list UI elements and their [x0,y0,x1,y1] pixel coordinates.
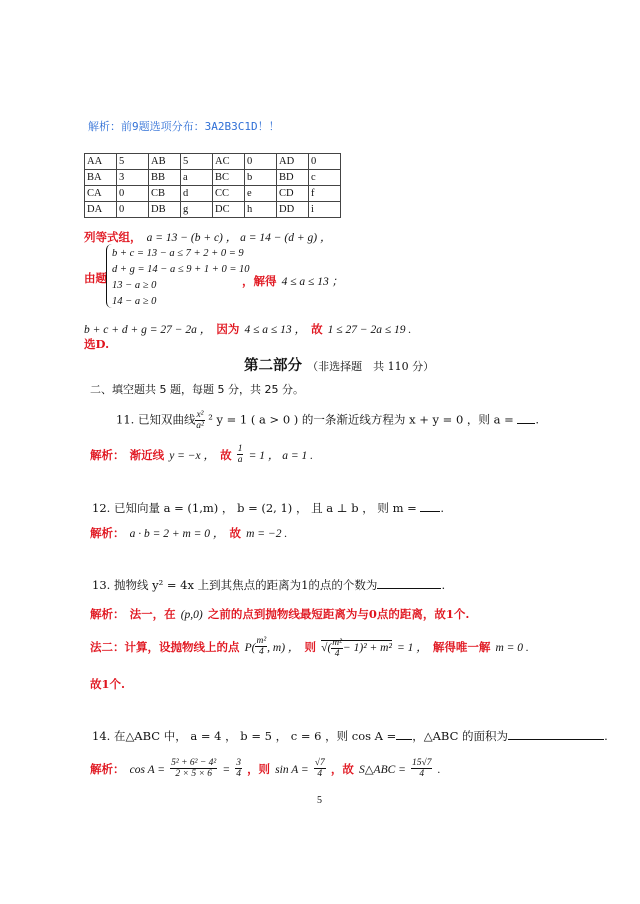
a11-label: 解析： [90,448,125,462]
table-cell: BB [149,170,181,186]
a11-math: y = −x ， [169,450,216,462]
table-cell: DC [213,202,245,218]
a14-end: . [437,764,441,776]
q12-end: . [440,501,445,515]
table-cell: i [309,202,341,218]
q11-frac-den: a² [196,421,204,431]
a13-m2-sqrt: √( $\frac{\text{m²}}{4}$ − 1)² + m² [321,637,392,659]
q14-area-blank[interactable] [508,729,604,740]
youti-label: 由题 [84,271,107,285]
a14-fraction2 [235,758,242,779]
a14-frac3-num: √7 [314,758,325,768]
table-cell: BA [85,170,117,186]
a12-math: a · b = 2 + m = 0 ， [129,528,225,540]
q13-end: . [441,578,446,592]
part2-title: 第二部分 [244,358,302,374]
a14-fraction4 [411,758,432,779]
table-cell: AD [277,154,309,170]
table-cell: CA [85,186,117,202]
table-cell: DA [85,202,117,218]
a11-so: 故 [220,448,232,462]
table-cell: a [181,170,213,186]
table-cell: 5 [181,154,213,170]
a14-cos-label: cos A = [129,764,166,776]
a14-label: 解析： [90,762,125,776]
so-label: 故 [311,322,323,336]
table-cell: e [245,186,277,202]
a13-m2-frac-den: 4 [258,647,264,657]
a14-frac2-den: 4 [236,769,241,779]
q11-answer-blank[interactable] [517,413,535,424]
table-cell: AA [85,154,117,170]
question-14 [92,728,608,744]
q11-end: . [535,412,540,427]
a13-m2-fraction [255,636,267,657]
a11-fraction [237,444,244,465]
a13-m2-sqrt-rest: − 1)² + m² [343,642,392,654]
a14-frac2-num: 3 [236,758,241,768]
section2-title: 二、填空题共 5 题，每题 5 分，共 25 分。 [90,383,304,396]
table-cell: BC [213,170,245,186]
table-cell: 3 [117,170,149,186]
table-cell: f [309,186,341,202]
answer-11 [90,444,313,465]
system-line: b + c = 13 − a ≤ 7 + 2 + 0 = 9 [112,248,244,259]
table-cell: 0 [117,186,149,202]
q13-answer-blank[interactable] [377,578,441,589]
a11-frac-num: 1 [237,444,243,454]
part2-heading [244,354,434,375]
a14-sin-label: sin A = [275,764,309,776]
table-cell: 0 [245,154,277,170]
q11-frac-num: x² [196,410,204,420]
because-label: 因为 [216,322,240,336]
equation-group-line [84,226,331,245]
table-row [85,170,341,186]
a13-label: 解析： [90,607,125,621]
table-row [85,154,341,170]
a13-m2-fraction2 [331,638,343,659]
table-cell: d [181,186,213,202]
answer-13-method2 [90,636,529,659]
sum-math: b + c + d + g = 27 − 2a ， [84,324,212,336]
table-cell: h [245,202,277,218]
q12-answer-blank[interactable] [420,501,440,512]
a13-m2-eq: = 1 ， [397,642,428,654]
options-table [84,153,341,218]
table-cell: g [181,202,213,218]
a13-m2-text: 法二：计算，设抛物线上的点 [90,640,240,654]
system-line: d + g = 14 − a ≤ 9 + 1 + 0 = 10 [112,264,250,275]
a13-m2-frac2-num: m² [332,637,342,648]
inequality-system [112,246,250,310]
table-cell: c [309,170,341,186]
a14-frac1-num: 5² + 6² − 4² [171,758,217,768]
table-cell: AC [213,154,245,170]
answer-13-method1 [90,603,469,622]
a11-math-end: = 1 ， a = 1 . [248,450,313,462]
a13-m2-point: P( [244,642,256,654]
a13-m2-then: 则 [304,640,317,654]
a13-m2-solve: 解得唯一解 [432,640,491,654]
table-cell: 5 [117,154,149,170]
a12-label: 解析： [90,526,125,540]
a14-fraction1 [170,758,217,779]
q14-end: . [604,729,608,743]
table-row [85,186,341,202]
a14-frac4-num: 15√7 [412,758,432,768]
table-row [85,202,341,218]
a13-text: 法一，在 [129,607,176,621]
answer-14 [90,758,440,779]
q11-text: 11. 已知双曲线 [116,412,196,427]
table-cell: AB [149,154,181,170]
choose-answer: 选D. [84,337,110,351]
a14-so: ，故 [330,762,354,776]
table-cell: CD [277,186,309,202]
a11-text: 渐近线 [129,448,165,462]
a13-m2-frac-num: m² [256,636,267,646]
question-12 [92,500,444,516]
q13-text: 13. 抛物线 y² = 4x 上到其焦点的距离为1的点的个数为 [92,578,378,592]
table-cell: b [245,170,277,186]
q11-fraction [195,410,204,431]
answer-13-conclusion: 故1个. [90,677,126,691]
a14-frac3-den: 4 [317,769,323,779]
a14-frac1-den: 2 × 5 × 6 [175,769,212,779]
sum-line [84,318,411,337]
solve-line [242,270,343,289]
a13-text2: 之前的点到抛物线最短距离为与0点的距离，故1个. [207,607,470,621]
table-cell: CB [149,186,181,202]
system-line: 13 − a ≥ 0 [112,280,157,291]
solve-label: ，解得 [242,274,277,288]
a14-area-label: S△ABC = [358,764,406,776]
range-math: 4 ≤ a ≤ 13 ， [244,324,306,336]
q14-text: 14. 在△ABC 中， a = 4 ， b = 5 ， c = 6 ，则 cos A = [92,729,397,743]
table-cell: 0 [309,154,341,170]
a14-fraction3 [314,758,326,779]
a13-m2-result: m = 0 . [495,642,529,654]
a12-math-end: m = −2 . [246,528,288,540]
question-13 [92,577,445,593]
table-cell: DB [149,202,181,218]
equation-group-math: a = 13 − (b + c) ， a = 14 − (d + g) ， [146,232,332,244]
answer-12 [90,522,287,541]
part2-subtitle: （非选择题 共 110 分） [307,360,435,373]
question-11 [116,410,539,431]
a13-m2-point-end: , m) ， [267,642,300,654]
q12-text: 12. 已知向量 a = (1,m) ， b = (2, 1) ， 且 a ⊥ b ， 则 m = [92,501,417,515]
table-cell: 0 [117,202,149,218]
equation-group-label: 列等式组， [84,230,142,244]
a11-frac-den: a [237,455,243,465]
q11-text-mid: ² y = 1 ( a > 0 ) 的一条渐近线方程为 x + y = 0 ，则 a = [208,412,514,427]
system-line: 14 − a ≥ 0 [112,296,157,307]
table-cell: BD [277,170,309,186]
a14-eq: = [222,764,231,776]
table-cell: DD [277,202,309,218]
q14-cos-blank[interactable] [396,729,412,740]
a13-m2-frac2-den: 4 [334,648,340,659]
a13-m2-sqrt-open: ( [327,642,332,654]
a12-so: 故 [229,526,242,540]
analysis-answer-distribution: 解析：前9题选项分布：3A2B3C1D！！ [88,120,280,133]
solve-math: 4 ≤ a ≤ 13 ； [281,276,344,288]
a13-math: (p,0) [180,609,203,621]
q14-text-mid: ，△ABC 的面积为 [412,729,509,743]
table-cell: CC [213,186,245,202]
page-number: 5 [317,795,322,806]
a14-frac4-den: 4 [419,769,425,779]
a14-then: ，则 [247,762,271,776]
result-math: 1 ≤ 27 − 2a ≤ 19 . [327,324,412,336]
